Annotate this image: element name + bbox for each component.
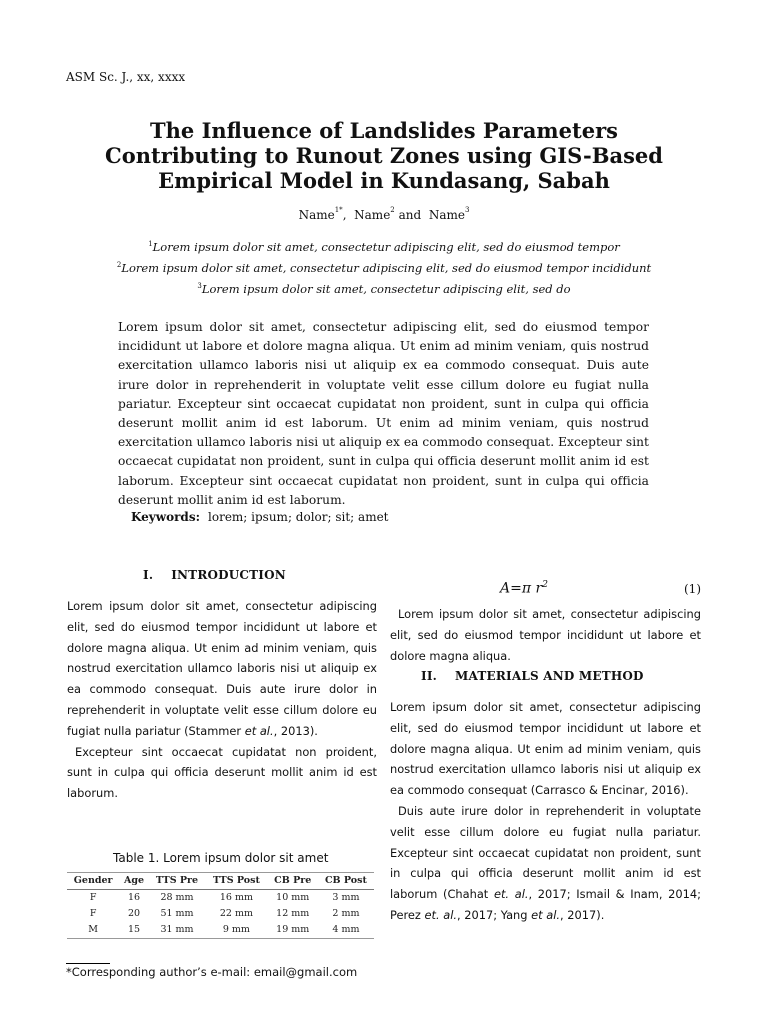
affiliation: $^1$Lorem ipsum dolor sit amet, consectetur adipiscing elit, sed do eiusmod tempor xyxy=(148,240,620,254)
column-header: Age xyxy=(119,873,148,890)
introduction-body xyxy=(67,596,377,804)
column-header: CB Post xyxy=(318,873,374,890)
table-caption: Table 1. Lorem ipsum dolor sit amet xyxy=(113,851,329,865)
author-name: Name xyxy=(428,208,465,222)
table-row: M 15 31 mm 9 mm 19 mm 4 mm xyxy=(67,922,374,939)
footnote-rule xyxy=(66,963,110,964)
journal-header: ASM Sc. J., xx, xxxx xyxy=(66,70,186,84)
column-header: TTS Pre xyxy=(149,873,205,890)
author-name: Name xyxy=(354,208,391,222)
affiliation: $^2$Lorem ipsum dolor sit amet, consectetur adipiscing elit, sed do eiusmod tempor incididunt xyxy=(116,261,652,275)
column-header: CB Pre xyxy=(268,873,318,890)
column-header: Gender xyxy=(67,873,119,890)
abstract: Lorem ipsum dolor sit amet, consectetur adipiscing elit, sed do eiusmod tempor incididunt ut labore et dolore magna aliqua. Ut enim ad minim veniam, quis nostrud exercitation ullamco laboris nisi ut aliquip ex ea commodo consequat. Duis aute irure dolor in reprehenderit in voluptate velit esse cillum dolore eu fugiat nulla pariatur. Excepteur sint occaecat cupidatat non proident, sunt in culpa qui officia deserunt mollit anim id est laborum. Ut enim ad minim veniam, quis nostrud exercitation ullamco laboris nisi ut aliquip ex ea commodo consequat. Excepteur sint occaecat cupidatat non proident, sunt in culpa qui officia deserunt mollit anim id est laborum. Excepteur sint occaecat cupidatat non proident, sunt in culpa qui officia deserunt mollit anim id est laborum. xyxy=(118,320,649,507)
section-heading-introduction: I. INTRODUCTION xyxy=(143,568,286,582)
author-superscript: 1* xyxy=(334,206,343,214)
keywords-value: lorem; ipsum; dolor; sit; amet xyxy=(208,510,389,524)
equation: A=π $r^2$ xyxy=(500,580,548,597)
affiliation: $^3$Lorem ipsum dolor sit amet, consectetur adipiscing elit, sed do xyxy=(197,282,571,296)
paper-title: The Influence of Landslides Parameters Contributing to Runout Zones using GIS-Based Empirical Model in Kundasang, Sabah xyxy=(105,118,663,193)
data-table xyxy=(67,872,374,939)
table-header-row xyxy=(67,873,374,890)
author-list: Name$^{1*}$, Name$^2$ and Name$^3$ xyxy=(298,206,470,222)
author-superscript: 3 xyxy=(464,206,470,214)
table-row: F 16 28 mm 16 mm 10 mm 3 mm xyxy=(89,892,360,903)
keywords xyxy=(131,510,389,524)
author-superscript: 2 xyxy=(390,206,395,214)
author-name: Name xyxy=(298,208,335,222)
right-column-intro xyxy=(390,604,701,666)
corresponding-author-footnote: *Corresponding author’s e-mail: email@gmail.com xyxy=(66,965,358,979)
table-row: F 20 51 mm 22 mm 12 mm 2 mm xyxy=(89,908,360,919)
column-header: TTS Post xyxy=(205,873,267,890)
paragraph: Duis aute irure dolor in reprehenderit in voluptate velit esse cillum dolore eu fugiat nulla pariatur. Excepteur sint occaecat cupidatat non proident, sunt in culpa qui officia deserunt mollit anim id est laborum (Chahat et. al., 2017; Ismail & Inam, 2014; Perez et. al., 2017; Yang et al., 2017). xyxy=(390,803,701,922)
section-heading-materials-and-method: II. MATERIALS AND METHOD xyxy=(421,669,644,683)
equation-number: (1) xyxy=(684,582,701,596)
paragraph: Lorem ipsum dolor sit amet, consectetur adipiscing elit, sed do eiusmod tempor incididunt ut labore et dolore magna aliqua. Ut enim ad minim veniam, quis nostrud exercitation ullamco laboris nisi ut aliquip ex ea commodo consequat (Carrasco & Encinar, 2016). xyxy=(390,700,701,798)
paragraph: Lorem ipsum dolor sit amet, consectetur adipiscing elit, sed do eiusmod tempor incididunt ut labore et dolore magna aliqua. xyxy=(390,607,701,663)
materials-body xyxy=(390,697,701,926)
paragraph: Lorem ipsum dolor sit amet, consectetur adipiscing elit, sed do eiusmod tempor incididunt ut labore et dolore magna aliqua. Ut enim ad minim veniam, quis nostrud exercitation ullamco laboris nisi ut aliquip ex ea commodo consequat. Duis aute irure dolor in reprehenderit in voluptate velit esse cillum dolore eu fugiat nulla pariatur (Stammer et al., 2013). xyxy=(67,599,377,738)
paragraph: Excepteur sint occaecat cupidatat non proident, sunt in culpa qui officia deserunt mollit anim id est laborum. xyxy=(67,744,377,801)
keywords-label: Keywords: xyxy=(131,510,201,524)
